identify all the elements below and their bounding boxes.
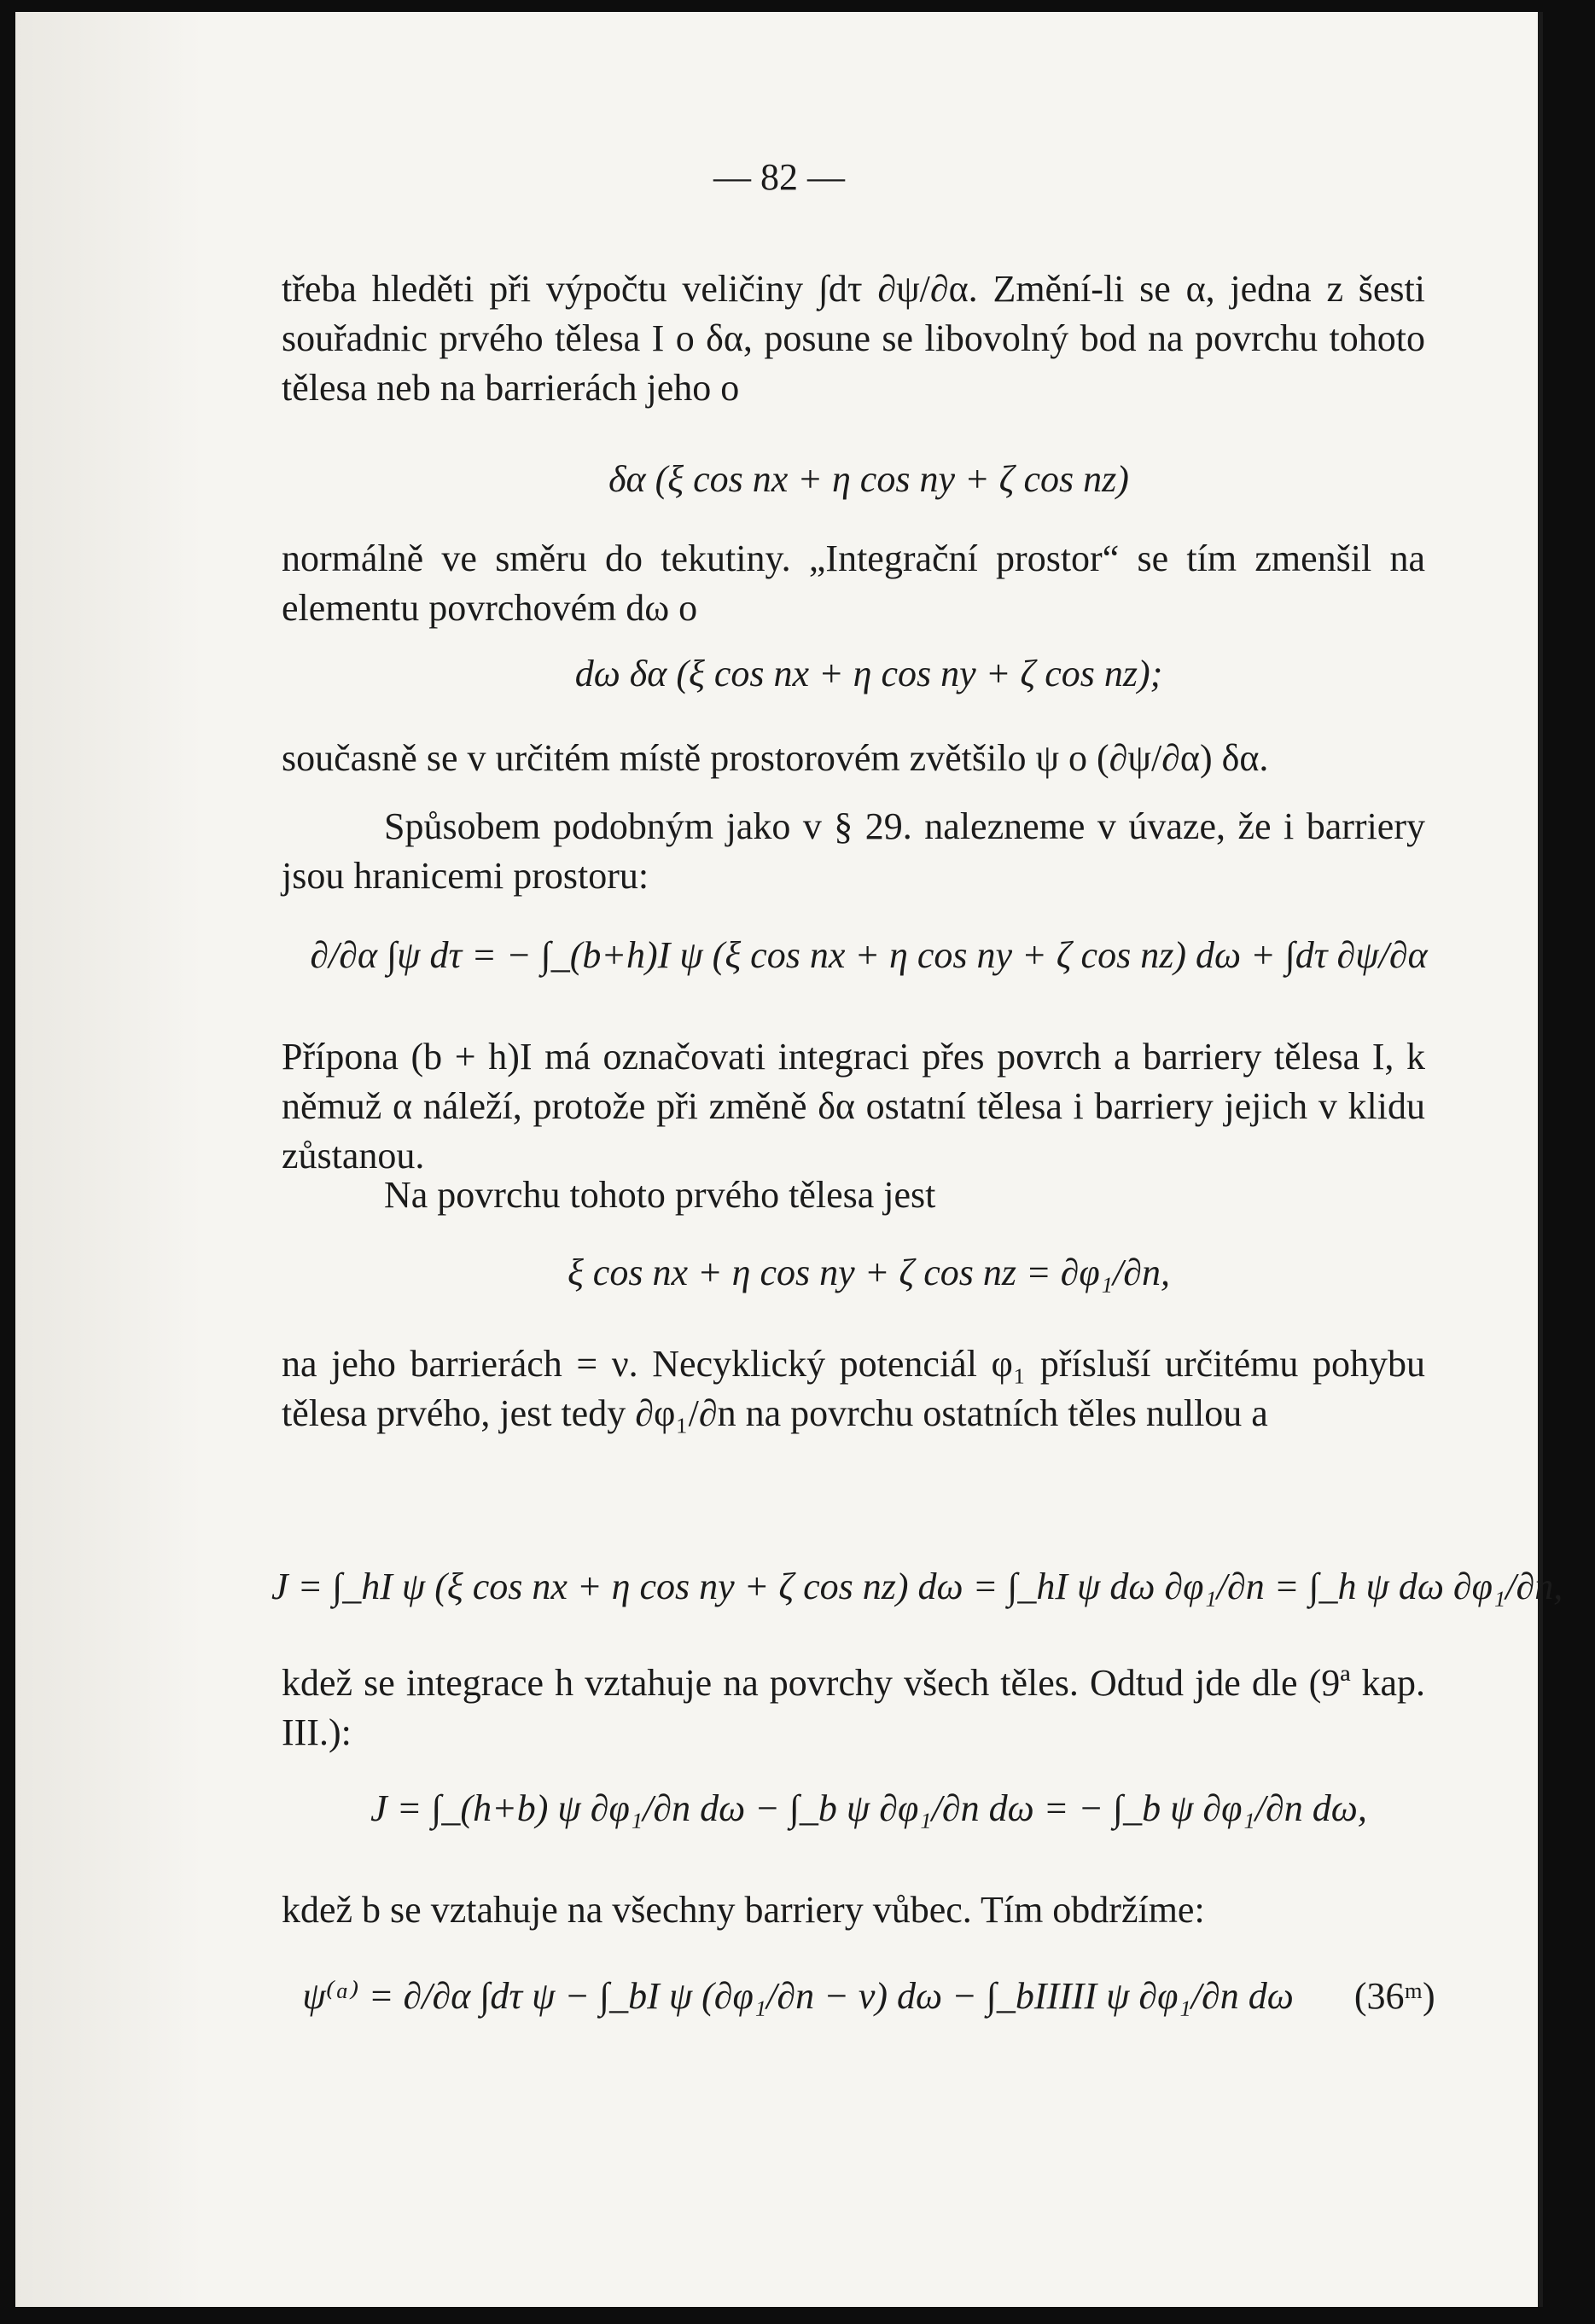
paragraph-9-block xyxy=(282,1885,1425,1935)
paragraph-4-block xyxy=(282,802,1425,901)
paragraph-4: Spůsobem podobným jako v § 29. nalezneme v úvaze, že i barriery jsou hranicemi prostoru: xyxy=(282,805,1425,897)
paragraph-2-block xyxy=(282,534,1425,633)
equation-4: ξ cos nx + η cos ny + ζ cos nz = ∂φ₁/∂n, xyxy=(567,1252,1171,1293)
paragraph-8: kdež se integrace h vztahuje na povrchy všech těles. Odtud jde dle (9ª kap. III.): xyxy=(282,1662,1425,1753)
paragraph-8-block xyxy=(282,1659,1425,1758)
paragraph-6-block xyxy=(282,1171,1425,1220)
equation-number: (36ᵐ) xyxy=(1353,1975,1435,2017)
paragraph-1-block xyxy=(282,264,1425,413)
equation-6: J = ∫_(h+b) ψ ∂φ₁/∂n dω − ∫_b ψ ∂φ₁/∂n dω = − ∫_b ψ ∂φ₁/∂n dω, xyxy=(370,1787,1367,1829)
paragraph-3-block xyxy=(282,734,1425,783)
equation-5: J = ∫_hI ψ (ξ cos nx + η cos ny + ζ cos nz) dω = ∫_hI ψ dω ∂φ₁/∂n = ∫_h ψ dω ∂φ₁/∂n, xyxy=(271,1566,1563,1607)
equation-7-row xyxy=(271,1974,1466,2018)
equation-7: ψ⁽ᵅ⁾ = ∂/∂α ∫dτ ψ − ∫_bI ψ (∂φ₁/∂n − ν) dω − ∫_bIIIII ψ ∂φ₁/∂n dω xyxy=(302,1975,1294,2017)
page-number: — 82 — xyxy=(713,156,845,198)
page-stain xyxy=(15,12,203,2307)
equation-2: dω δα (ξ cos nx + η cos ny + ζ cos nz); xyxy=(574,653,1163,694)
paragraph-7-block xyxy=(282,1339,1425,1438)
paragraph-1: třeba hleděti při výpočtu veličiny ∫dτ ∂ψ/∂α. Změní-li se α, jedna z šesti souřadnic prvého tělesa I o δα, posune se libovolný bod na povrchu tohoto tělesa neb na barrierách jeho o xyxy=(282,268,1425,409)
paragraph-5: Přípona (b + h)I má označovati integraci přes povrch a barriery tělesa I, k němuž α náleží, protože při změně δα ostatní tělesa i barriery jejich v klidu zůstanou. xyxy=(282,1036,1425,1177)
paragraph-9: kdež b se vztahuje na všechny barriery vůbec. Tím obdržíme: xyxy=(282,1889,1205,1931)
paragraph-7: na jeho barrierách = ν. Necyklický potenciál φ₁ přísluší určitému pohybu tělesa prvého, jest tedy ∂φ₁/∂n na povrchu ostatních těles nullou a xyxy=(282,1343,1425,1434)
equation-3: ∂/∂α ∫ψ dτ = − ∫_(b+h)I ψ (ξ cos nx + η cos ny + ζ cos nz) dω + ∫dτ ∂ψ/∂α xyxy=(310,934,1428,976)
paragraph-3: současně se v určitém místě prostorovém zvětšilo ψ o (∂ψ/∂α) δα. xyxy=(282,737,1269,779)
paragraph-5-block xyxy=(282,1032,1425,1181)
book-page xyxy=(15,12,1563,2307)
paragraph-2: normálně ve směru do tekutiny. „Integrační prostor“ se tím zmenšil na elementu povrchovém dω o xyxy=(282,537,1425,629)
equation-1: δα (ξ cos nx + η cos ny + ζ cos nz) xyxy=(608,458,1129,500)
paragraph-6: Na povrchu tohoto prvého tělesa jest xyxy=(384,1174,936,1216)
